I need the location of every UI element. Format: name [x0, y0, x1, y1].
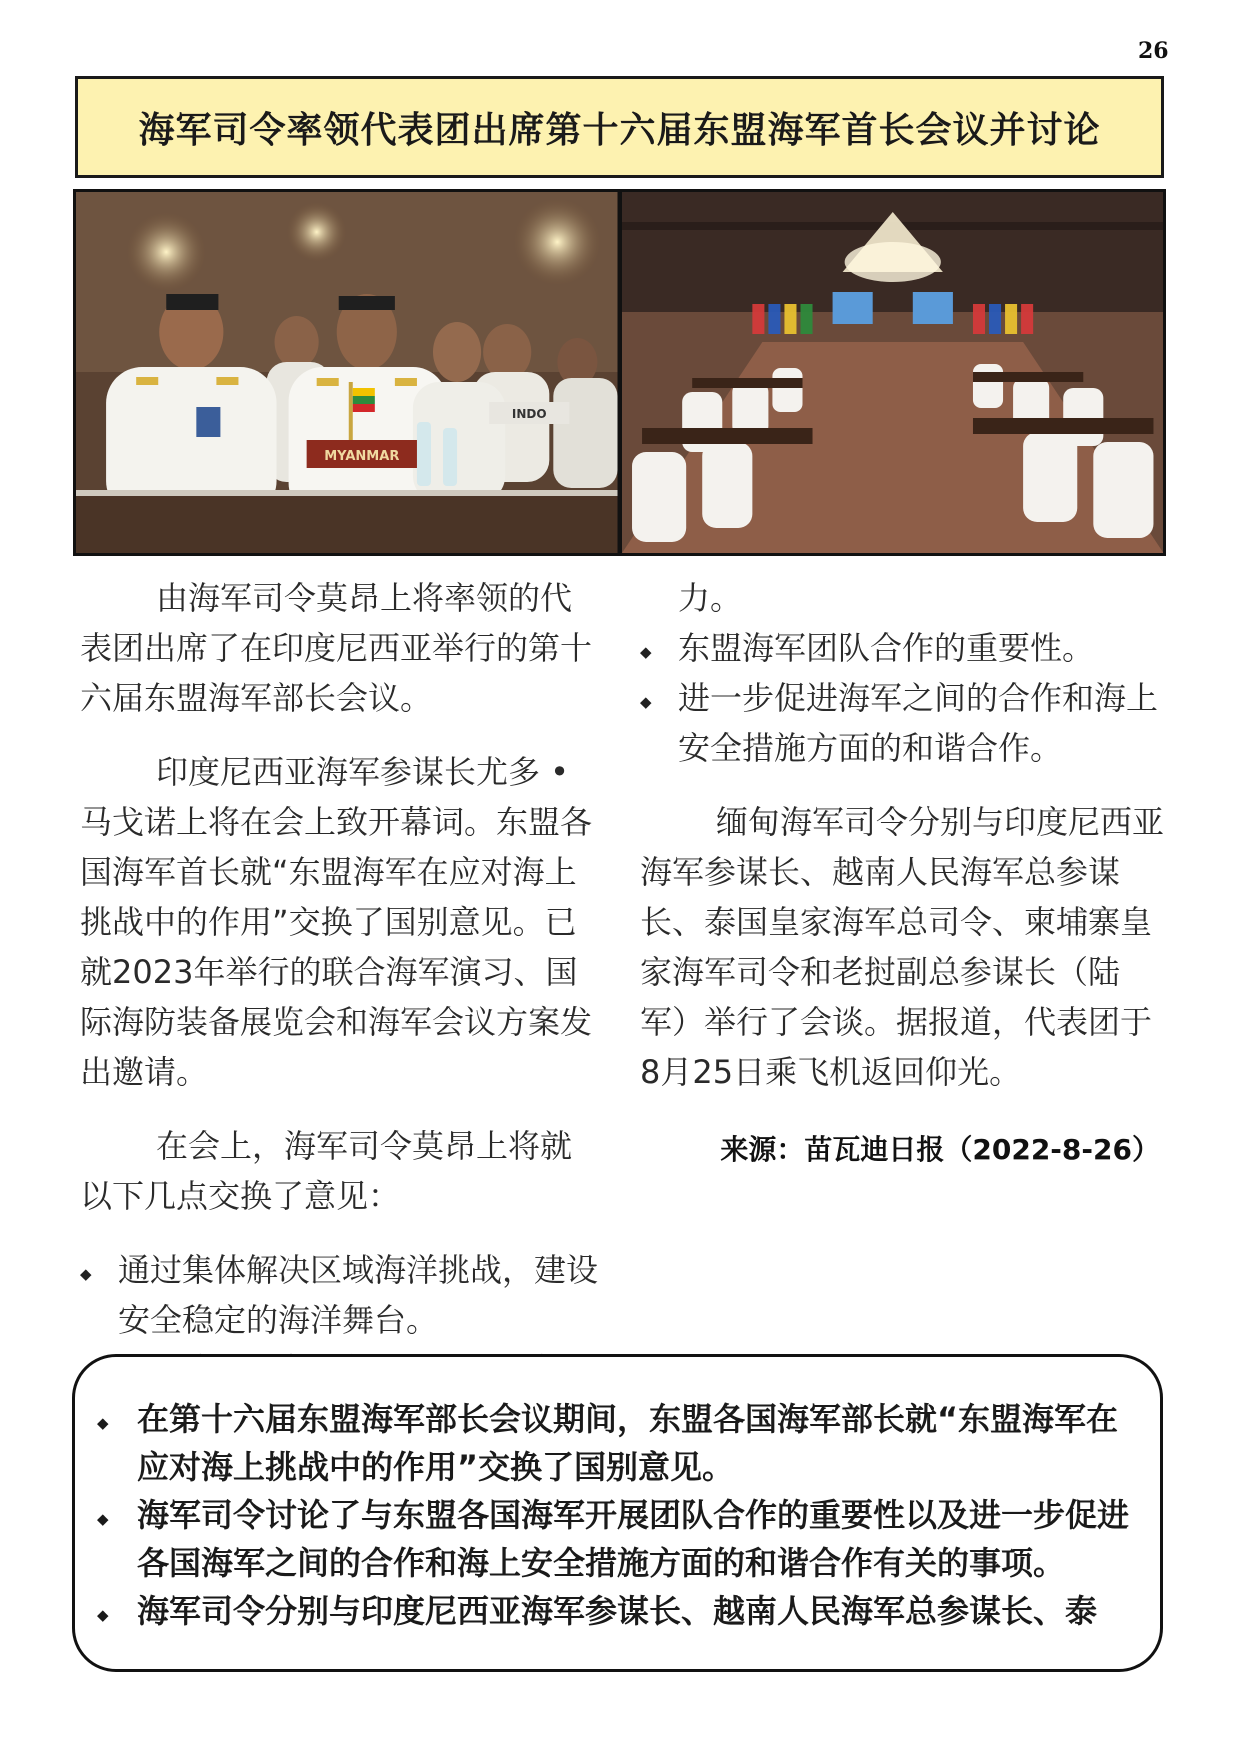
- list-item: ◆ 通过集体解决区域海洋挑战，建设安全稳定的海洋舞台。: [80, 1245, 602, 1345]
- delegation-photo: [76, 192, 618, 553]
- list-item: ◆ 进一步促进海军之间的合作和海上安全措施方面的和谐合作。: [640, 673, 1166, 773]
- intro-paragraph: 由海军司令莫昂上将率领的代表团出席了在印度尼西亚举行的第十六届东盟海军部长会议。: [80, 579, 593, 717]
- summary-list: [97, 1395, 1138, 1635]
- right-column: [640, 573, 1166, 1175]
- left-column: [80, 573, 602, 1395]
- diamond-bullet-icon: ◆: [80, 1265, 92, 1283]
- list-item: ◆ 东盟海军团队合作的重要性。: [640, 623, 1166, 673]
- diamond-bullet-icon: ◆: [640, 643, 652, 661]
- source-credit: 来源：苗瓦迪日报（2022-8-26）: [720, 1133, 1160, 1166]
- diamond-bullet-icon: ◆: [97, 1510, 109, 1528]
- photo-strip: [73, 189, 1166, 556]
- summary-box: [72, 1354, 1163, 1672]
- myanmar-nameplate: MYANMAR: [324, 449, 400, 464]
- list-item: ◆ 海军司令分别与印度尼西亚海军参谋长、越南人民海军总参谋长、泰: [97, 1587, 1138, 1635]
- page-title: 海军司令率领代表团出席第十六届东盟海军首长会议并讨论: [138, 109, 1101, 151]
- views-paragraph: 在会上，海军司令莫昂上将就以下几点交换了意见：: [80, 1127, 573, 1215]
- diamond-bullet-icon: ◆: [640, 693, 652, 711]
- views-list-continued: [640, 623, 1166, 773]
- diamond-bullet-icon: ◆: [97, 1414, 109, 1432]
- title-banner: [75, 76, 1164, 178]
- conference-hall-photo: [622, 192, 1164, 553]
- list-item: ◆ 海军司令讨论了与东盟各国海军开展团队合作的重要性以及进一步促进各国海军之间的合作和海上安全措施方面的和谐合作有关的事项。: [97, 1491, 1138, 1587]
- talks-paragraph: 缅甸海军司令分别与印度尼西亚海军参谋长、越南人民海军总参谋长、泰国皇家海军总司令、柬埔寨皇家海军司令和老挝副总参谋长（陆军）举行了会谈。据报道，代表团于8月25日乘飞机返回仰光。: [640, 803, 1165, 1091]
- opening-paragraph: 印度尼西亚海军参谋长尤多 • 马戈诺上将在会上致开幕词。东盟各国海军首长就“东盟海军在应对海上挑战中的作用”交换了国别意见。已就2023年举行的联合海军演习、国际海防装备展览会和海军会议方案发出邀请。: [80, 753, 593, 1091]
- diamond-bullet-icon: ◆: [97, 1606, 109, 1624]
- list-item: ◆ 在第十六届东盟海军部长会议期间，东盟各国海军部长就“东盟海军在应对海上挑战中的作用”交换了国别意见。: [97, 1395, 1138, 1491]
- indo-nameplate: INDO: [511, 407, 547, 421]
- page-number: 26: [1138, 38, 1169, 64]
- bullet-continuation: 力。: [678, 579, 743, 617]
